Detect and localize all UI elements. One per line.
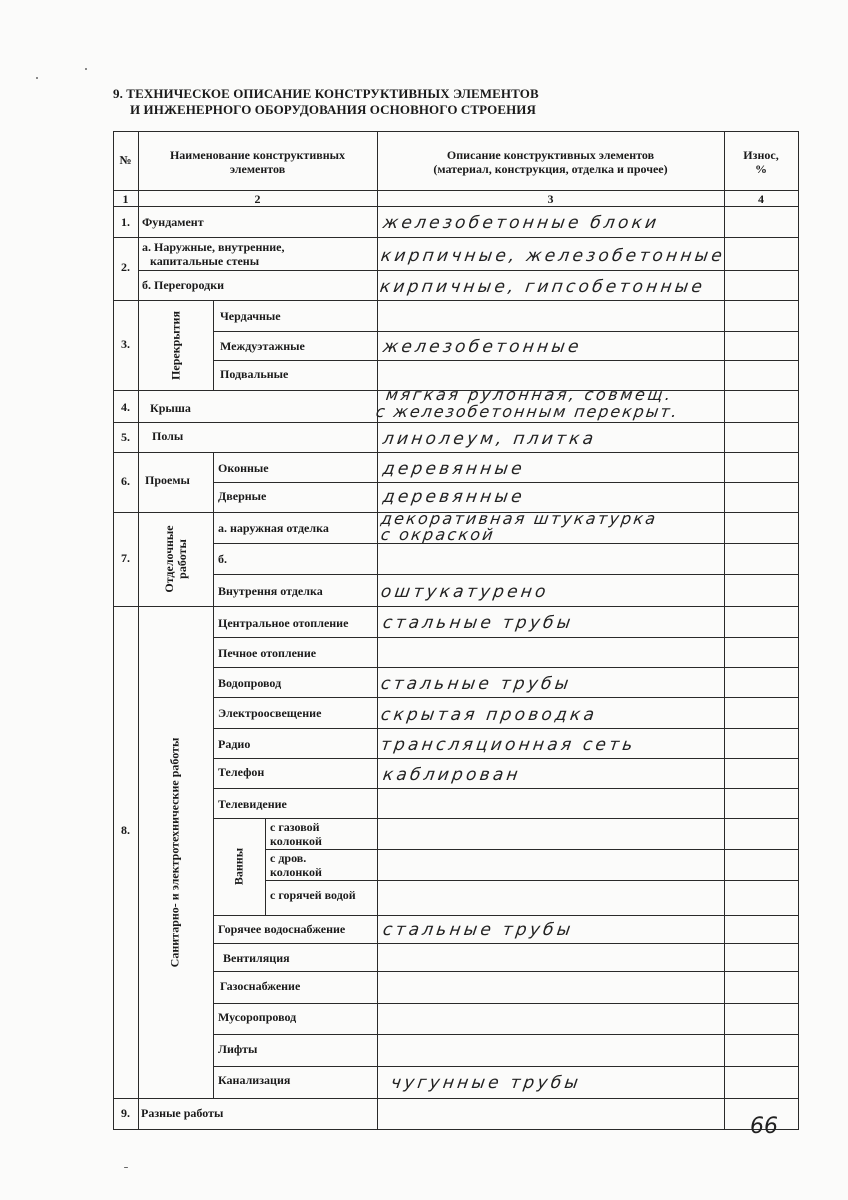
header-num: №: [119, 153, 132, 167]
row-8-number: 8.: [121, 823, 130, 837]
title-line-1: 9. ТЕХНИЧЕСКОЕ ОПИСАНИЕ КОНСТРУКТИВНЫХ ЭЛЕМЕНТОВ: [113, 86, 539, 101]
row-9-name: Разные работы: [141, 1106, 224, 1120]
row-7-group-line1: Отделочные: [162, 525, 176, 593]
row-3-basement: Подвальные: [220, 367, 289, 381]
row-8-bath-gas: [270, 820, 322, 848]
row-7-group-line2: работы: [175, 539, 189, 579]
row-8-bath-wood-line2: колонкой: [270, 865, 322, 879]
row-7-outer-description-line2: с окраской: [379, 525, 497, 544]
header-index-4: 4: [758, 192, 764, 206]
row-8-elevators: Лифты: [218, 1042, 258, 1056]
row-6-door-description: деревянные: [381, 487, 527, 507]
row-8-bath-hot: с горячей водой: [270, 888, 356, 902]
row-8-hot-water: Горячее водоснабжение: [218, 922, 346, 936]
row-8-electric-description: скрытая проводка: [379, 705, 599, 725]
header-wear-line1: Износ,: [743, 148, 779, 162]
row-5-name: Полы: [152, 429, 184, 443]
title-line-2: И ИНЖЕНЕРНОГО ОБОРУДОВАНИЯ ОСНОВНОГО СТРОЕНИЯ: [130, 102, 537, 117]
row-8-radio: Радио: [218, 737, 251, 751]
row-7-inner-description: оштукатурено: [379, 582, 551, 602]
row-7-outer-description-line1: декоративная штукатурка: [379, 509, 659, 528]
row-8-sewer-description: чугунные трубы: [389, 1073, 583, 1093]
row-3-interfloor: Междуэтажные: [220, 339, 305, 353]
row-8-bath-gas-line1: с газовой: [270, 820, 320, 834]
row-1-number: 1.: [121, 215, 130, 229]
header-index-3: 3: [547, 192, 554, 206]
row-7-outer-finish: а. наружная отделка: [218, 521, 329, 535]
row-4-name: Крыша: [150, 401, 191, 415]
row-8-ventilation: Вентиляция: [223, 951, 290, 965]
header-wear-line2: %: [755, 162, 767, 176]
row-5-description: линолеум, плитка: [381, 429, 598, 449]
scan-speck: [36, 77, 38, 79]
row-2a-description: кирпичные, железобетонные: [379, 246, 727, 266]
row-8-radio-description: трансляционная сеть: [379, 735, 637, 755]
header-description: [377, 148, 724, 176]
row-6-number: 6.: [121, 474, 130, 488]
row-1-description: железобетонные блоки: [381, 213, 661, 233]
row-8-electric: Электроосвещение: [218, 706, 322, 720]
row-8-phone-description: каблирован: [381, 765, 523, 785]
header-index-1: 1: [122, 192, 129, 206]
row-7-b: б.: [218, 552, 227, 566]
row-8-tv: Телевидение: [218, 797, 287, 811]
row-9-number: 9.: [121, 1106, 130, 1120]
row-8-group-label: Санитарно- и электротехнические работы: [167, 737, 182, 968]
row-2a-name-line2: капитальные стены: [150, 254, 260, 268]
row-2a-name-line1: а. Наружные, внутренние,: [142, 240, 285, 254]
row-2-number: 2.: [121, 260, 130, 274]
row-5-number: 5.: [121, 430, 130, 444]
scan-speck: [124, 1167, 128, 1168]
row-6-window-description: деревянные: [381, 459, 527, 479]
row-6-window: Оконные: [218, 461, 269, 475]
header-desc-line1: Описание конструктивных элементов: [446, 148, 655, 162]
row-8-stove-heating: Печное отопление: [218, 646, 317, 660]
row-3-number: 3.: [121, 337, 130, 351]
row-8-water-description: стальные трубы: [379, 674, 573, 694]
row-8-gas: Газоснабжение: [220, 979, 301, 993]
row-8-sewer: Канализация: [218, 1073, 291, 1087]
row-3-interfloor-description: железобетонные: [381, 337, 584, 357]
header-desc-line2: (материал, конструкция, отделка и прочее): [433, 162, 668, 176]
row-2b-name: б. Перегородки: [142, 278, 225, 292]
row-8-bath-wood: [270, 851, 322, 879]
header-name: [138, 148, 377, 176]
row-7-group-label: [163, 512, 189, 606]
row-8-hot-water-description: стальные трубы: [381, 920, 575, 940]
header-wear: [724, 148, 798, 176]
row-6-name: Проемы: [145, 473, 190, 487]
row-7-number: 7.: [121, 551, 130, 565]
row-2a-name: [142, 240, 285, 268]
page-number: 66: [750, 1114, 778, 1139]
row-6-door: Дверные: [218, 489, 267, 503]
row-8-water: Водопровод: [218, 676, 282, 690]
row-8-central-heating: Центральное отопление: [218, 616, 349, 630]
row-3-attic: Чердачные: [220, 309, 281, 323]
row-4-number: 4.: [121, 400, 130, 414]
header-name-line1: Наименование конструктивных: [169, 148, 346, 162]
row-2b-description: кирпичные, гипсобетонные: [378, 277, 707, 297]
row-4-description-line1: мягкая рулонная, совмещ.: [384, 385, 675, 404]
document-title: [113, 86, 813, 118]
header-index-2: 2: [254, 192, 261, 206]
header-name-line2: элементов: [229, 162, 286, 176]
row-4-description-line2: с железобетонным перекрыт.: [374, 402, 680, 421]
row-1-name: Фундамент: [142, 215, 204, 229]
row-8-bath-wood-line1: с дров.: [270, 851, 307, 865]
row-8-garbage-chute: Мусоропровод: [218, 1010, 297, 1024]
row-8-bath-gas-line2: колонкой: [270, 834, 322, 848]
scan-speck: [85, 68, 87, 70]
row-7-inner-finish: Внутрення отделка: [218, 584, 323, 598]
row-8-baths-label: Ванны: [231, 847, 246, 886]
row-8-central-heating-description: стальные трубы: [381, 613, 575, 633]
row-8-phone: Телефон: [218, 765, 265, 779]
row-3-group-label: Перекрытия: [168, 311, 183, 380]
